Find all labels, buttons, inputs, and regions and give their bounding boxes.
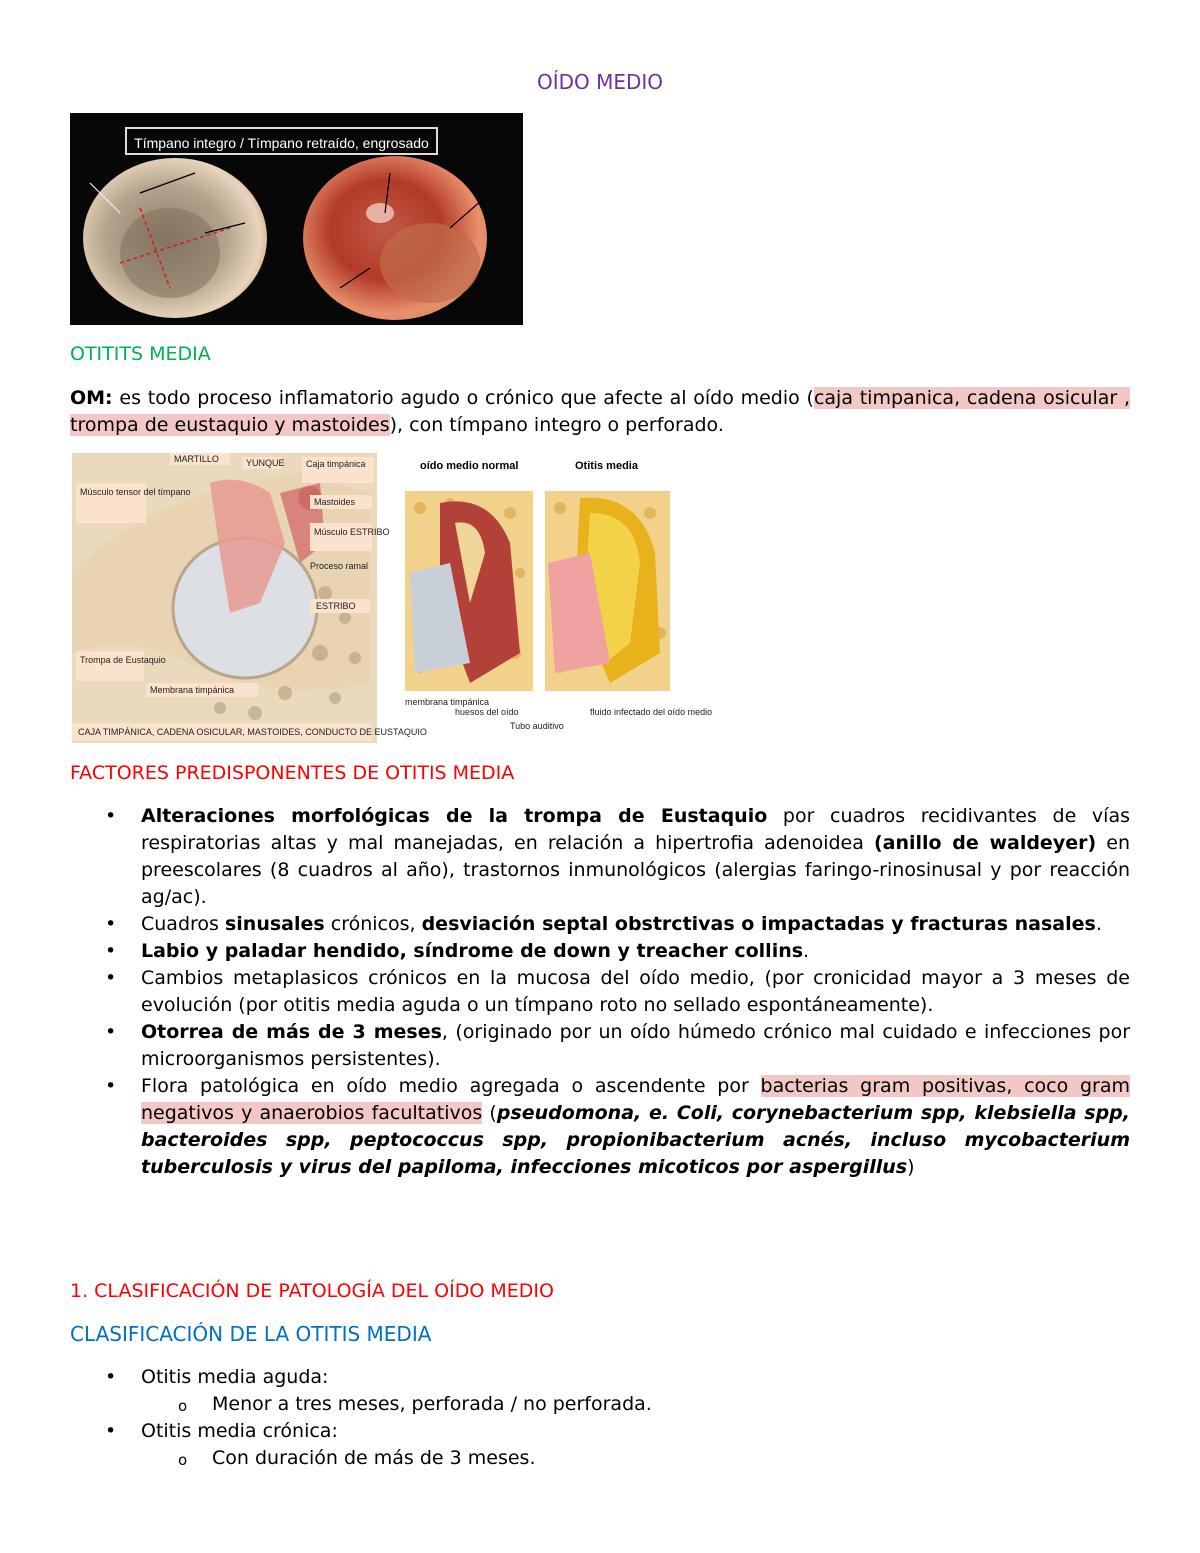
section-heading-clasificacion-patologia: 1. CLASIFICACIÓN DE PATOLOGÍA DEL OÍDO MEDIO xyxy=(70,1280,554,1302)
section-heading-otitis-media: OTITITS MEDIA xyxy=(70,343,211,365)
tympanum-photo xyxy=(70,113,523,325)
diagram-label-membrana: Membrana timpánica xyxy=(150,685,235,695)
diagram-label-musculo-estribo: Músculo ESTRIBO xyxy=(314,527,390,537)
factor-3-text: . xyxy=(803,940,810,962)
factor-6-text-2: ( xyxy=(482,1102,497,1124)
list-item xyxy=(70,938,1130,965)
factor-2-text-3: . xyxy=(1095,913,1102,935)
om-definition xyxy=(70,385,1130,439)
list-item xyxy=(70,1364,1130,1418)
diagram-label-membrana-timpanica: membrana timpánica xyxy=(405,697,490,707)
om-label: OM: xyxy=(70,387,113,409)
factor-2-bold: sinusales xyxy=(224,913,325,935)
classification-acute: Otitis media aguda: xyxy=(141,1366,329,1388)
classification-acute-detail: Menor a tres meses, perforada / no perforada. xyxy=(212,1393,652,1415)
diagram-title-normal: oído medio normal xyxy=(420,460,519,472)
factor-4-text: Cambios metaplasicos crónicos en la mucosa del oído medio, (por cronicidad mayor a 3 meses de evolución (por otitis media aguda o un tímpano roto no sellado espontáneamente). xyxy=(141,967,1130,1016)
middle-ear-anatomy-illustration xyxy=(70,453,713,743)
factor-1-text: por cuadros recidivantes de vías respiratorias altas y mal manejadas, en relación a hipertrofia adenoidea xyxy=(141,805,1130,854)
om-highlight: caja timpanica, cadena osicular , trompa de eustaquio y mastoides xyxy=(70,387,1130,436)
photo-caption: Tímpano integro / Tímpano retraído, engrosado xyxy=(125,127,438,155)
factor-6-italic: pseudomona, e. Coli, corynebacterium spp, klebsiella spp, bacteroides spp, peptococcus spp, propionibacterium acnés, incluso mycobacterium tuberculosis y virus del papiloma, infecciones micoticos por aspergillus xyxy=(141,1102,1130,1178)
factor-6-text-3: ) xyxy=(907,1156,915,1178)
factor-5-text: , (originado por un oído húmedo crónico mal cuidado e infecciones por microorganismos persistentes). xyxy=(141,1021,1131,1070)
classification-chronic-detail: Con duración de más de 3 meses. xyxy=(212,1447,536,1469)
list-item xyxy=(70,1418,1130,1472)
list-item xyxy=(70,803,1130,911)
diagram-label-tubo: Tubo auditivo xyxy=(510,721,564,731)
classification-chronic: Otitis media crónica: xyxy=(141,1420,338,1442)
middle-ear-diagram xyxy=(70,453,713,743)
diagram-label-caja-timpanica: Caja timpánica xyxy=(306,459,366,469)
list-item xyxy=(70,965,1130,1019)
diagram-label-trompa: Trompa de Eustaquio xyxy=(80,655,166,665)
factor-6-text: Flora patológica en oído medio agregada o ascendente por xyxy=(141,1075,761,1097)
om-text-1: es todo proceso inflamatorio agudo o crónico que afecte al oído medio ( xyxy=(112,387,814,409)
section-heading-factores: FACTORES PREDISPONENTES DE OTITIS MEDIA xyxy=(70,762,515,784)
factor-2-text: Cuadros xyxy=(141,913,225,935)
list-item xyxy=(141,1445,1130,1472)
factor-6-highlight: bacterias gram positivas, coco gram negativos y anaerobios facultativos xyxy=(141,1075,1131,1124)
list-item xyxy=(70,1019,1130,1073)
diagram-label-musculo-tensor: Músculo tensor del tímpano xyxy=(80,487,191,497)
factors-list xyxy=(70,803,1130,1181)
page-title: OÍDO MEDIO xyxy=(536,70,664,94)
list-item xyxy=(70,1073,1130,1181)
factor-2-text-2: crónicos, xyxy=(324,913,422,935)
list-item xyxy=(141,1391,1130,1418)
om-text-2: ), con tímpano integro o perforado. xyxy=(389,414,724,436)
diagram-label-fluido: fluido infectado del oído medio xyxy=(590,707,713,717)
factor-1-bold: Alteraciones morfológicas de la trompa de Eustaquio xyxy=(141,805,768,827)
diagram-label-yunque: YUNQUE xyxy=(246,458,285,468)
diagram-footer-caption: CAJA TIMPÁNICA, CADENA OSICULAR, MASTOIDES, CONDUCTO DE EUSTAQUIO xyxy=(78,727,427,737)
classification-list xyxy=(70,1364,1130,1472)
factor-2-bold-2: desviación septal obstrctivas o impactadas y fracturas nasales xyxy=(421,913,1096,935)
list-item xyxy=(70,911,1130,938)
diagram-label-proceso-ramal: Proceso ramal xyxy=(310,561,369,571)
factor-1-bold-2: (anillo de waldeyer) xyxy=(873,832,1097,854)
diagram-label-martillo: MARTILLO xyxy=(174,454,219,464)
factor-3-bold: Labio y paladar hendido, síndrome de down y treacher collins xyxy=(141,940,804,962)
section-heading-clasificacion-otitis: CLASIFICACIÓN DE LA OTITIS MEDIA xyxy=(70,1322,432,1346)
factor-1-text-2: en preescolares (8 cuadros al año), trastornos inmunológicos (alergias faringo-rinosinusal y por reacción ag/ac). xyxy=(141,832,1130,908)
diagram-title-otitis: Otitis media xyxy=(575,460,638,472)
diagram-label-huesos: huesos del oído xyxy=(455,707,519,717)
diagram-label-mastoides: Mastoides xyxy=(314,497,356,507)
diagram-label-estribo: ESTRIBO xyxy=(316,601,356,611)
factor-5-bold: Otorrea de más de 3 meses xyxy=(141,1021,442,1043)
